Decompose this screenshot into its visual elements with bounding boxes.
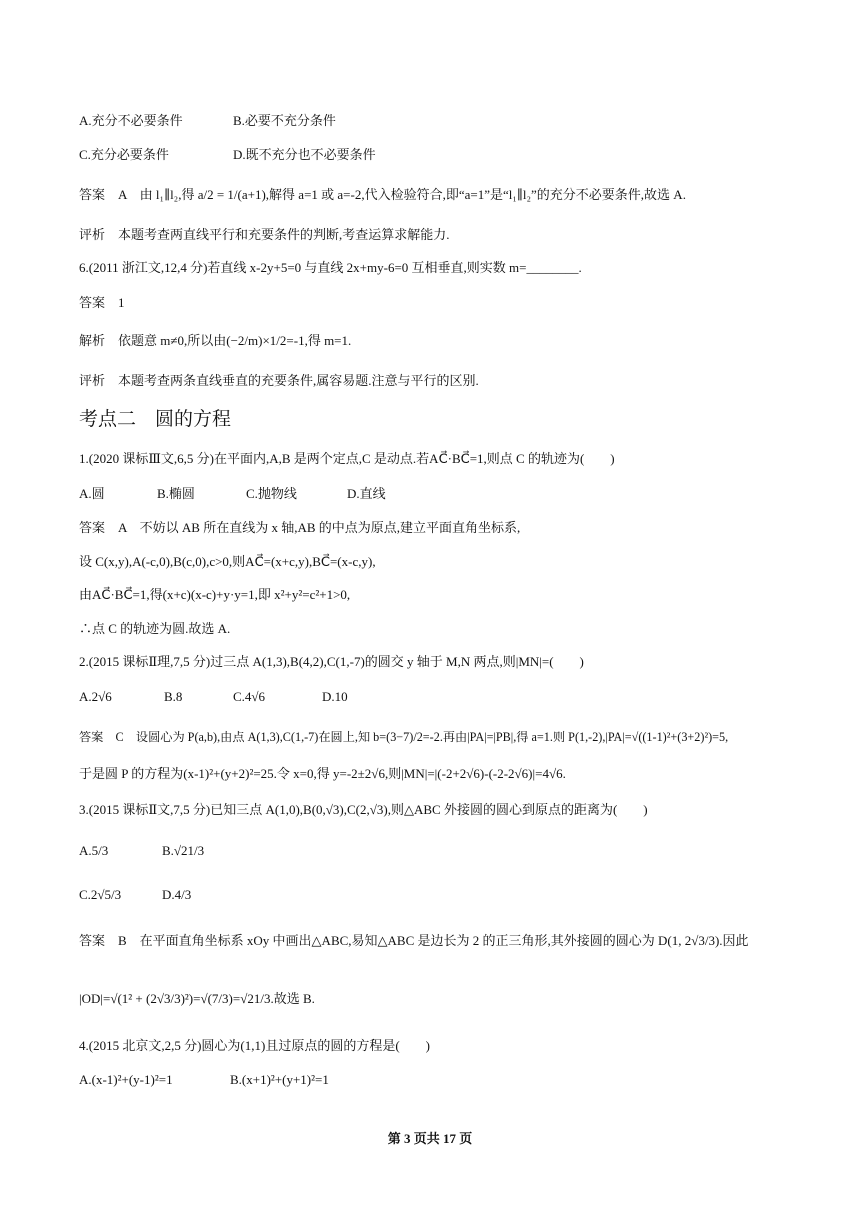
s2q2-option-b: B.8 xyxy=(164,689,183,704)
s2q4-option-a: A.(x-1)²+(y-1)²=1 xyxy=(79,1072,173,1087)
q5-review: 评析 本题考查两直线平行和充要条件的判断,考查运算求解能力. xyxy=(79,227,450,242)
s2q1-answer-line4: ∴点 C 的轨迹为圆.故选 A. xyxy=(79,621,231,636)
s2q1-option-b: B.椭圆 xyxy=(157,486,195,501)
q6-review: 评析 本题考查两条直线垂直的充要条件,属容易题.注意与平行的区别. xyxy=(79,373,479,388)
s2q3-question: 3.(2015 课标Ⅱ文,7,5 分)已知三点 A(1,0),B(0,√3),C(2,√3),则△ABC 外接圆的圆心到原点的距离为( ) xyxy=(79,802,648,817)
s2q3-option-c: C.2√5/3 xyxy=(79,887,122,902)
q6-analysis: 解析 依题意 m≠0,所以由(−2/m)×1/2=-1,得 m=1. xyxy=(79,333,352,348)
s2q1-answer-line3: 由AC⃗·BC⃗=1,得(x+c)(x-c)+y·y=1,即 x²+y²=c²+1>0, xyxy=(79,587,351,602)
q5-answer: 答案 A 由 l₁∥l₂,得 a/2 = 1/(a+1),解得 a=1 或 a=-2,代入检验符合,即“a=1”是“l₁∥l₂”的充分不必要条件,故选 A. xyxy=(79,187,686,202)
s2q2-option-d: D.10 xyxy=(322,689,348,704)
s2q4-question: 4.(2015 北京文,2,5 分)圆心为(1,1)且过原点的圆的方程是( ) xyxy=(79,1038,430,1053)
s2q1-option-d: D.直线 xyxy=(347,486,386,501)
s2q2-answer-line2: 于是圆 P 的方程为(x-1)²+(y+2)²=25.令 x=0,得 y=-2±2√6,则|MN|=|(-2+2√6)-(-2-2√6)|=4√6. xyxy=(79,766,566,781)
s2q2-option-a: A.2√6 xyxy=(79,689,112,704)
q5-option-d: D.既不充分也不必要条件 xyxy=(233,147,376,162)
s2q4-option-b: B.(x+1)²+(y+1)²=1 xyxy=(230,1072,329,1087)
s2q1-option-c: C.抛物线 xyxy=(246,486,297,501)
q5-option-b: B.必要不充分条件 xyxy=(233,113,336,128)
section-title: 考点二 圆的方程 xyxy=(79,409,232,430)
s2q3-option-d: D.4/3 xyxy=(162,887,192,902)
q6-question: 6.(2011 浙江文,12,4 分)若直线 x-2y+5=0 与直线 2x+my-6=0 互相垂直,则实数 m=________. xyxy=(79,260,582,275)
s2q3-answer-line2: |OD|=√(1² + (2√3/3)²)=√(7/3)=√21/3.故选 B. xyxy=(79,991,315,1006)
s2q1-answer: 答案 A 不妨以 AB 所在直线为 x 轴,AB 的中点为原点,建立平面直角坐标系, xyxy=(79,520,521,535)
q5-option-c: C.充分必要条件 xyxy=(79,147,169,162)
s2q2-answer: 答案 C 设圆心为 P(a,b),由点 A(1,3),C(1,-7)在圆上,知 b=(3−7)/2=-2.再由|PA|=|PB|,得 a=1.则 P(1,-2),|PA|=√((1-1)²+(3+2)²)=5, xyxy=(79,730,729,744)
s2q2-option-c: C.4√6 xyxy=(233,689,266,704)
s2q1-question: 1.(2020 课标Ⅲ文,6,5 分)在平面内,A,B 是两个定点,C 是动点.若AC⃗·BC⃗=1,则点 C 的轨迹为( ) xyxy=(79,451,615,466)
s2q3-option-b: B.√21/3 xyxy=(162,843,205,858)
s2q1-answer-line2: 设 C(x,y),A(-c,0),B(c,0),c>0,则AC⃗=(x+c,y),BC⃗=(x-c,y), xyxy=(79,554,376,569)
s2q2-question: 2.(2015 课标Ⅱ理,7,5 分)过三点 A(1,3),B(4,2),C(1,-7)的圆交 y 轴于 M,N 两点,则|MN|=( ) xyxy=(79,654,584,669)
q6-answer: 答案 1 xyxy=(79,295,125,310)
s2q3-answer: 答案 B 在平面直角坐标系 xOy 中画出△ABC,易知△ABC 是边长为 2 的正三角形,其外接圆的圆心为 D(1, 2√3/3).因此 xyxy=(79,933,749,948)
q5-option-a: A.充分不必要条件 xyxy=(79,113,183,128)
page-footer: 第 3 页共 17 页 xyxy=(387,1131,473,1146)
s2q1-option-a: A.圆 xyxy=(79,486,105,501)
s2q3-option-a: A.5/3 xyxy=(79,843,109,858)
